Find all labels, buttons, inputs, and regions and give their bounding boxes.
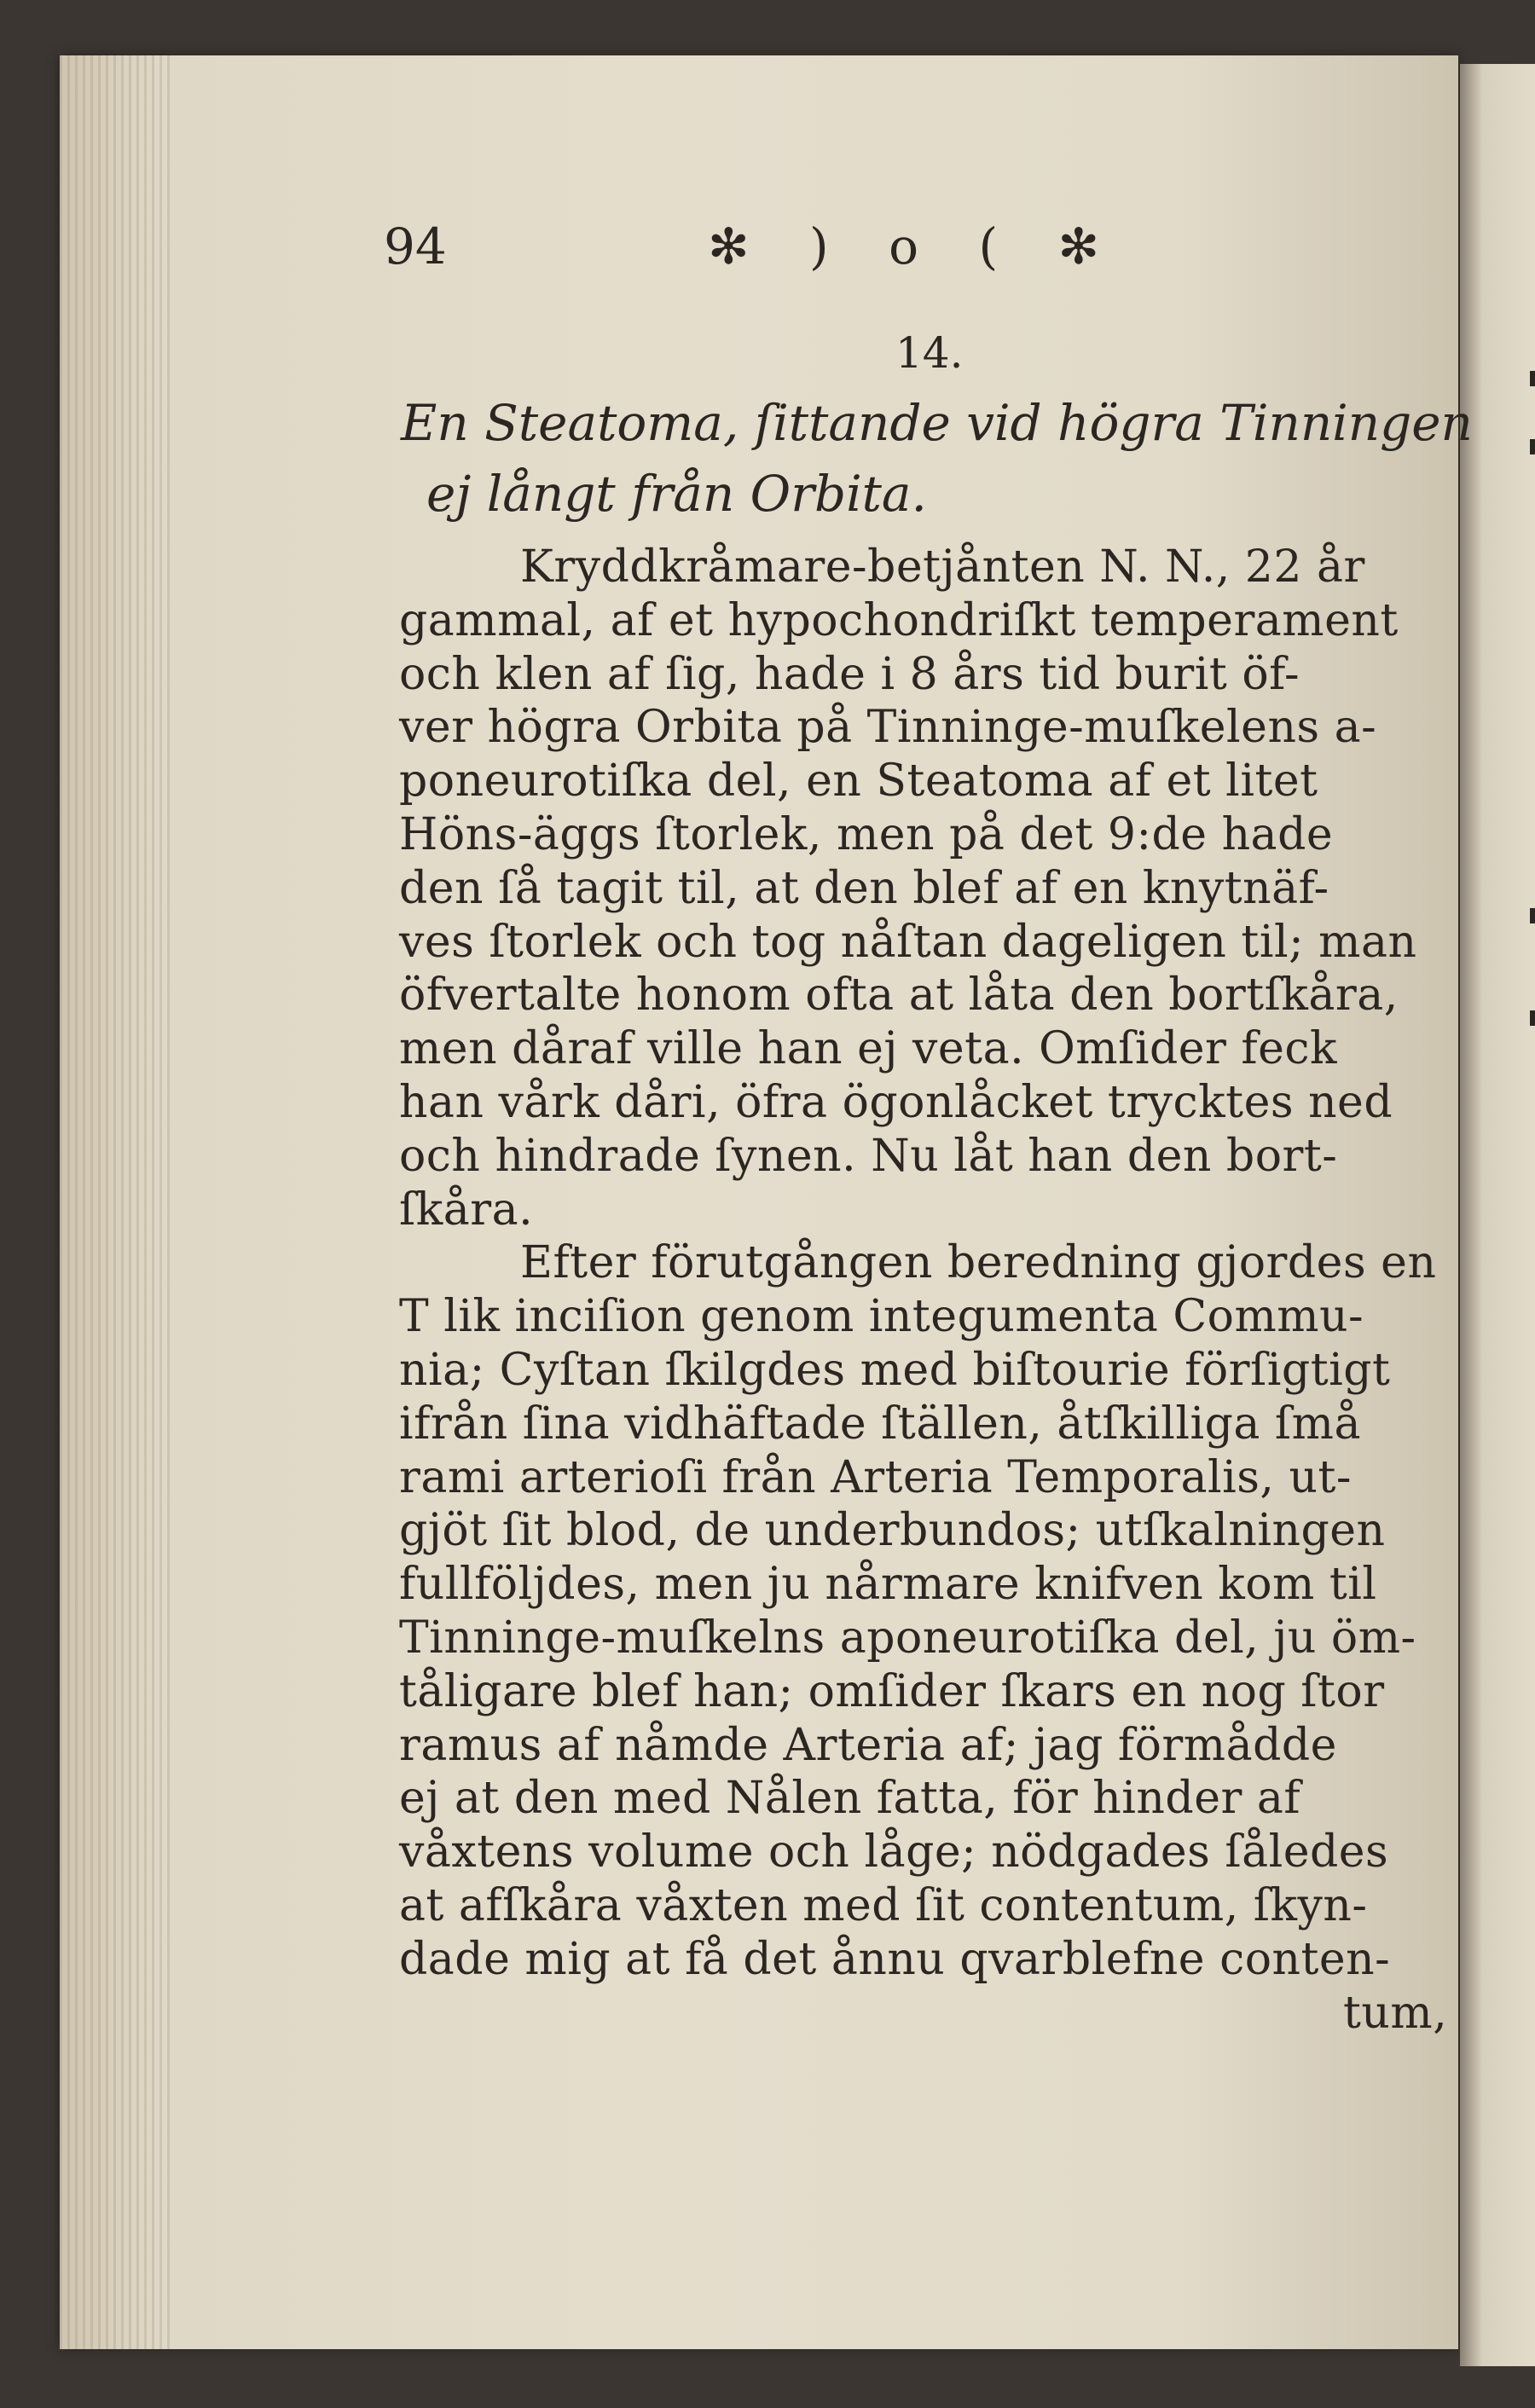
body-text-line: T lik inciſion genom integumenta Commu- — [399, 1291, 1364, 1343]
body-text-line: Efter förutgången beredning gjordes en — [520, 1237, 1437, 1289]
body-text-line: nia; Cyſtan ſkilgdes med biſtourie förſigtigt — [399, 1345, 1391, 1396]
body-text-line: dade mig at få det ånnu qvarblefne conten- — [399, 1933, 1391, 1985]
body-text-line: ifrån ſina vidhäftade ſtällen, åtſkilliga ſmå — [399, 1398, 1361, 1450]
body-text-line: ramus af nåmde Arteria af; jag förmådde — [399, 1719, 1337, 1771]
body-text-line: ej at den med Nålen fatta, för hinder af — [399, 1773, 1301, 1825]
body-text-line: Kryddkråmare-betjånten N. N., 22 år — [520, 541, 1365, 593]
body-text-line: och klen af ſig, hade i 8 års tid burit öf- — [399, 648, 1300, 700]
adjacent-page-mark — [1530, 371, 1535, 386]
adjacent-page-mark — [1530, 439, 1535, 454]
body-text-line: tum, — [1343, 1987, 1448, 2039]
body-text-line: rami arterioſi från Arteria Temporalis, ut- — [399, 1451, 1352, 1503]
body-text-line: han vårk dåri, öfra ögonlåcket trycktes ned — [399, 1077, 1393, 1128]
page-number: 94 — [384, 217, 447, 275]
page-gutter — [60, 55, 171, 2349]
body-text-line: poneurotiſka del, en Steatoma af et litet — [399, 755, 1318, 807]
body-text-line: fullföljdes, men ju nårmare knifven kom til — [399, 1559, 1377, 1611]
body-text-line: ves ſtorlek och tog nåſtan dageligen til; man — [399, 916, 1417, 968]
adjacent-page-mark — [1530, 908, 1535, 923]
section-number: 14. — [895, 328, 964, 378]
body-text-line: våxtens volume och låge; nödgades ſåledes — [399, 1826, 1389, 1878]
body-text-line: gammal, af et hypochondriſkt temperament — [399, 594, 1399, 646]
section-title-line: ej långt från Orbita. — [426, 465, 927, 523]
body-text-line: men dåraf ville han ej veta. Omſider feck — [399, 1023, 1338, 1075]
body-text-line: gjöt ſit blod, de underbundos; utſkalningen — [399, 1505, 1386, 1557]
body-text-line: öfvertalte honom ofta at låta den bortſkåra, — [399, 970, 1399, 1022]
body-text-line: den ſå tagit til, at den blef af en knytnäf- — [399, 862, 1329, 914]
body-text-line: ſkåra. — [399, 1184, 534, 1236]
body-text-line: Tinninge-muſkelns aponeurotiſka del, ju öm- — [399, 1612, 1416, 1664]
section-title-line: En Steatoma, ſittande vid högra Tinningen — [401, 394, 1473, 452]
body-text-line: och hindrade ſynen. Nu låt han den bort- — [399, 1130, 1338, 1182]
body-text-line: Höns-äggs ſtorlek, men på det 9:de hade — [399, 809, 1334, 860]
adjacent-page-mark — [1530, 1010, 1535, 1026]
header-ornament: ✻ ) o ( ✻ — [708, 217, 1122, 275]
body-text-line: tåligare blef han; omſider ſkars en nog ſtor — [399, 1665, 1385, 1717]
body-text-line: at afſkåra våxten med ſit contentum, ſkyn- — [399, 1880, 1368, 1931]
body-text-line: ver högra Orbita på Tinninge-muſkelens a- — [399, 702, 1377, 754]
